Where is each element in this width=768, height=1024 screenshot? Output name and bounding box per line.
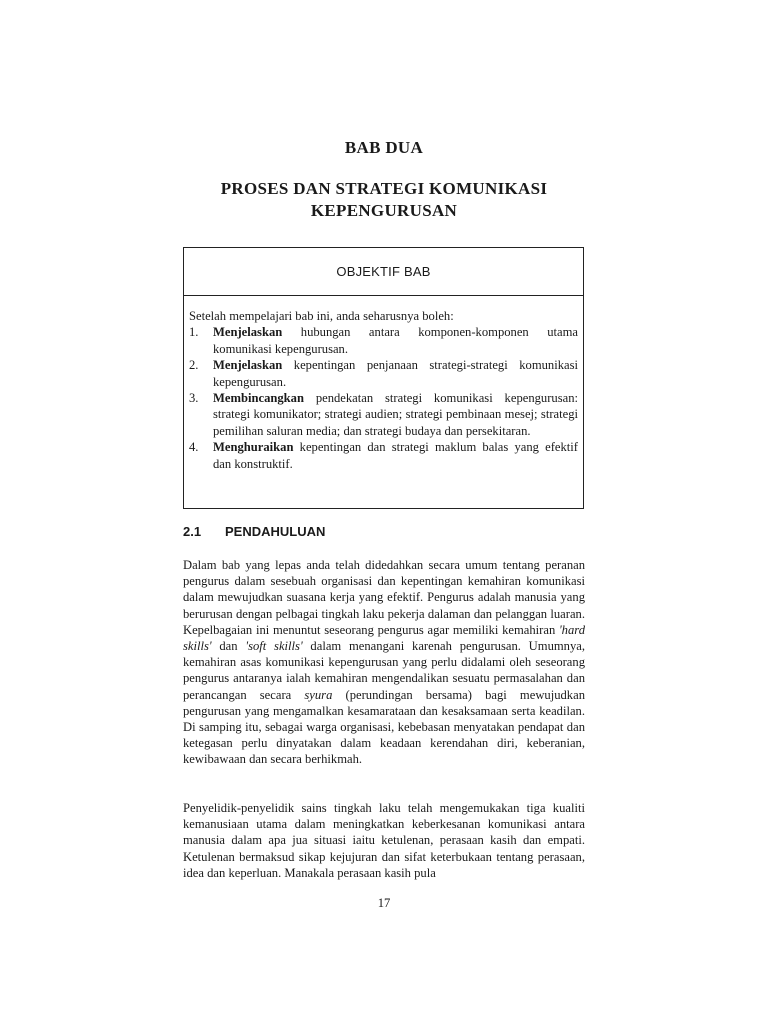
objectives-list (189, 324, 578, 472)
chapter-title-line-1: PROSES DAN STRATEGI KOMUNIKASI (220, 179, 548, 198)
objective-item (189, 439, 578, 472)
objective-text (213, 324, 578, 357)
italic-term: syura (304, 687, 333, 702)
paragraph-text: dalam menangani karenah pengurusan. Umumnya, kemahiran asas komunikasi kepengurusan yang perlu didalami oleh seseorang pengurus antaranya ialah kemahiran mengendalikan sesuatu permasalahan dan perancangan secara (183, 639, 586, 702)
objective-text (213, 357, 578, 390)
paragraph-text: Dalam bab yang lepas anda telah didedahkan secara umum tentang peranan pengurus dalam sesebuah organisasi dan kepentingan kemahiran komunikasi dalam mewujudkan suasana kerja yang efektif. Pengurus adalah manusia yang berurusan dengan pelbagai tingkah laku pekerja dalaman dan pelanggan luaran. Kepelbagaian ini menuntut seseorang pengurus agar memiliki kemahiran (183, 558, 585, 637)
objective-item (189, 324, 578, 357)
italic-term: 'hard skills' (183, 622, 585, 654)
section-title: PENDAHULUAN (225, 524, 326, 539)
section-heading (183, 524, 584, 539)
section-number: 2.1 (183, 524, 202, 539)
objectives-intro: Setelah mempelajari bab ini, anda seharusnya boleh: (189, 309, 454, 323)
objective-text (213, 439, 578, 472)
objective-verb: Menjelaskan (213, 325, 283, 340)
objective-verb: Membincangkan (213, 391, 304, 406)
chapter-title-line-2: KEPENGURUSAN (310, 201, 458, 220)
objective-description: hubungan antara komponen-komponen utama komunikasi kepengurusan. (213, 325, 578, 356)
body-paragraph-2: Penyelidik-penyelidik sains tingkah laku telah mengemukakan tiga kualiti kemanusiaan utama dalam meningkatkan keberkesanan komunikasi antara manusia dalam apa jua situasi iaitu ketulenan, perasaan kasih dan empati. Ketulenan bermaksud sikap kejujuran dan sifat keterbukaan tentang perasaan, idea dan keperluan. Manakala perasaan kasih pula (183, 801, 585, 880)
chapter-label: BAB DUA (344, 138, 424, 157)
objectives-box (183, 247, 584, 509)
objective-text (213, 390, 578, 439)
italic-term: 'soft skills' (245, 639, 303, 654)
objective-description: kepentingan penjanaan strategi-strategi komunikasi kepengurusan. (213, 358, 578, 389)
objective-description: kepentingan dan strategi maklum balas yang efektif dan konstruktif. (213, 440, 578, 471)
objectives-heading: OBJEKTIF BAB (184, 248, 583, 296)
objective-number: 1. (189, 325, 199, 340)
objective-verb: Menjelaskan (213, 358, 283, 373)
objective-number: 3. (189, 391, 199, 406)
paragraph-text: dan (211, 639, 246, 654)
objective-number: 2. (189, 358, 199, 373)
objective-item (189, 390, 578, 439)
objective-number: 4. (189, 440, 199, 455)
chapter-title (0, 178, 768, 222)
objective-verb: Menghuraikan (213, 440, 294, 455)
page-number: 17 (377, 896, 391, 910)
body-paragraph-1 (183, 557, 585, 768)
paragraph-text: (perundingan bersama) bagi mewujudkan pengurusan yang mengamalkan kesamarataan dan kesaksamaan serta keadilan. Di samping itu, sebagai warga organisasi, kebebasan menyatakan pendapat dan ketegasan perlu dinyatakan dalam keadaan kerendahan diri, keberanian, kewibawaan dan secara berhikmah. (183, 687, 585, 767)
objective-description: pendekatan strategi komunikasi kepengurusan: strategi komunikator; strategi audien; strategi pembinaan mesej; strategi pemilihan saluran media; dan strategi budaya dan persekitaran. (213, 391, 578, 438)
objective-item (189, 357, 578, 390)
objectives-body (184, 296, 583, 472)
